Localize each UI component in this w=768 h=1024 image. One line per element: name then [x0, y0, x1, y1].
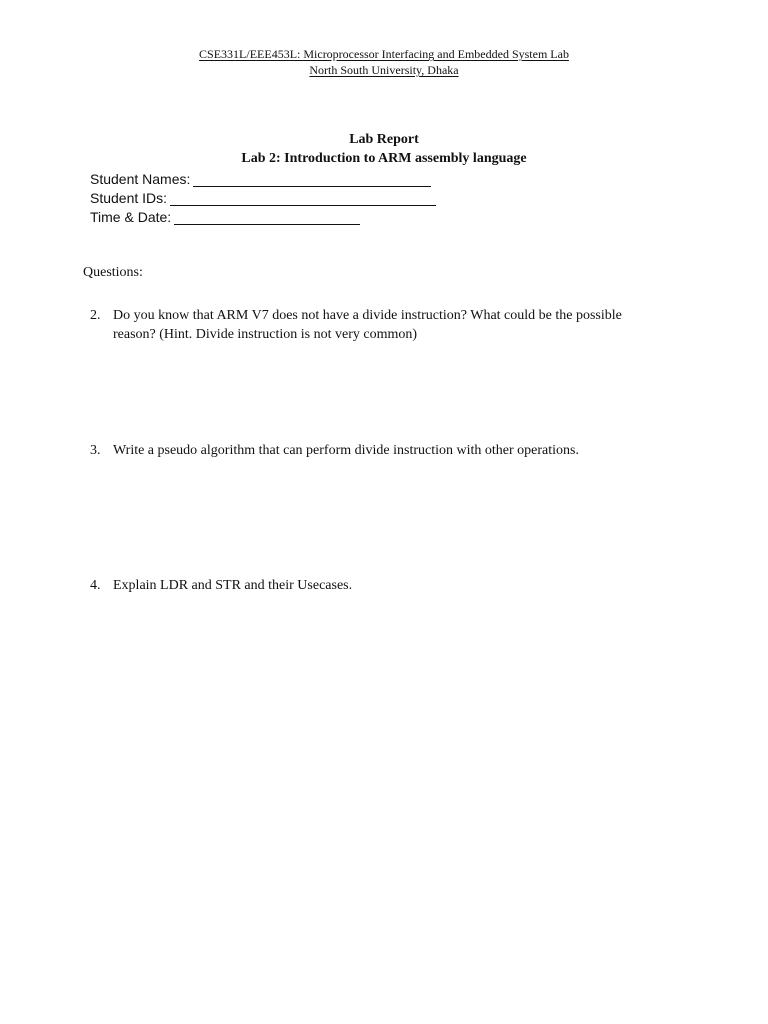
question-number: 3.	[90, 443, 101, 458]
student-ids-label: Student IDs:	[90, 190, 168, 206]
student-names-blank-line	[193, 172, 431, 187]
student-ids-blank-line	[170, 191, 436, 206]
question-item	[90, 576, 650, 595]
lab-title: Lab 2: Introduction to ARM assembly language	[241, 151, 527, 166]
student-names-label: Student Names:	[90, 171, 191, 187]
question-text: Do you know that ARM V7 does not have a divide instruction? What could be the possible reason? (Hint. Divide instruction is not very common)	[113, 308, 622, 342]
questions-heading: Questions:	[83, 265, 143, 280]
time-date-field	[90, 209, 360, 225]
student-names-field	[90, 171, 431, 187]
question-text: Explain LDR and STR and their Usecases.	[113, 578, 353, 593]
student-ids-field	[90, 190, 436, 206]
report-title: Lab Report	[349, 132, 419, 147]
course-title: CSE331L/EEE453L: Microprocessor Interfacing and Embedded System Lab	[199, 47, 569, 61]
question-item	[90, 306, 650, 344]
question-number: 4.	[90, 578, 101, 593]
question-number: 2.	[90, 308, 101, 323]
question-text: Write a pseudo algorithm that can perform divide instruction with other operations.	[113, 443, 579, 458]
time-date-label: Time & Date:	[90, 209, 172, 225]
time-date-blank-line	[174, 210, 360, 225]
university-name: North South University, Dhaka	[309, 63, 459, 77]
question-item	[90, 441, 650, 460]
